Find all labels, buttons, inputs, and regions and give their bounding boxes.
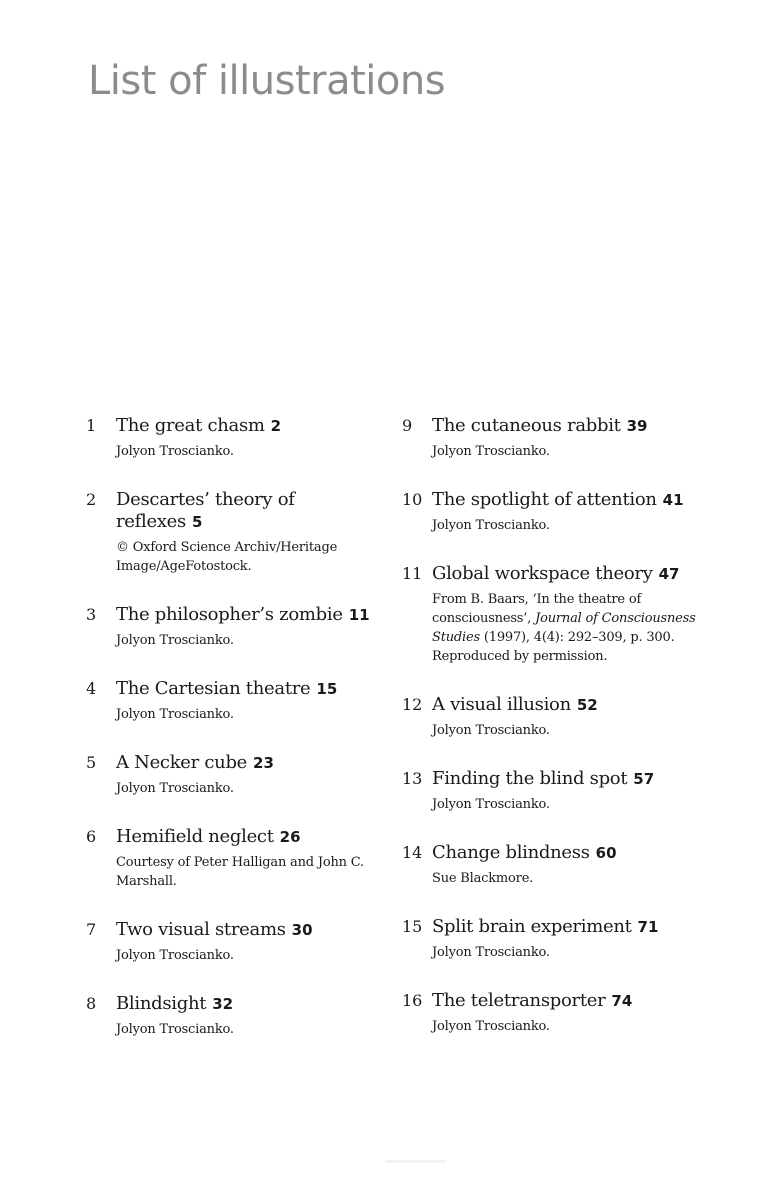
illustration-page-number: 2 — [270, 417, 282, 435]
illustration-title — [116, 826, 376, 848]
illustration-number: 6 — [86, 827, 97, 846]
illustration-page-number: 41 — [662, 491, 684, 509]
illustration-title-text: Hemifield neglect — [116, 826, 274, 847]
illustration-page-number: 26 — [279, 828, 301, 846]
illustration-entry-3 — [86, 604, 376, 650]
illustration-page-number: 32 — [212, 995, 234, 1013]
illustration-number: 1 — [86, 416, 97, 435]
illustration-page-number: 57 — [633, 770, 655, 788]
illustration-title-text: The philosopher’s zombie — [116, 604, 343, 625]
journal-title: Journal of Consciousness Studies — [432, 611, 696, 645]
illustration-page-number: 30 — [291, 921, 313, 939]
illustration-number: 11 — [402, 564, 423, 583]
illustrations-column-right — [402, 415, 702, 1064]
illustration-title-text: A Necker cube — [116, 752, 248, 773]
illustration-title — [116, 919, 376, 941]
illustration-title — [116, 678, 376, 700]
illustration-entry-14 — [402, 842, 702, 888]
illustration-title — [432, 694, 702, 716]
illustration-page-number: 60 — [595, 844, 617, 862]
illustration-title — [432, 990, 702, 1012]
illustration-credit: Jolyon Troscianko. — [432, 797, 550, 812]
illustration-number: 3 — [86, 605, 97, 624]
illustration-title-text: The great chasm — [116, 415, 265, 436]
illustration-title — [432, 842, 702, 864]
illustration-title-text: A visual illusion — [432, 694, 571, 715]
illustration-entry-4 — [86, 678, 376, 724]
illustration-title-text: Split brain experiment — [432, 916, 632, 937]
illustration-title-text: Two visual streams — [116, 919, 286, 940]
illustration-number: 9 — [402, 416, 413, 435]
illustration-entry-8 — [86, 993, 376, 1039]
illustration-title-text: The teletransporter — [432, 990, 606, 1011]
illustration-title-text: The cutaneous rabbit — [432, 415, 621, 436]
illustration-entry-2 — [86, 489, 376, 576]
footer-mark — [385, 1160, 445, 1163]
illustration-credit: Courtesy of Peter Halligan and John C. Marshall. — [116, 855, 364, 889]
illustration-number: 13 — [402, 769, 423, 788]
illustration-number: 5 — [86, 753, 97, 772]
illustration-title — [116, 993, 376, 1015]
illustration-number: 2 — [86, 490, 97, 509]
illustration-entry-1 — [86, 415, 376, 461]
illustration-page-number: 52 — [576, 696, 598, 714]
illustration-credit: Jolyon Troscianko. — [432, 1019, 550, 1034]
illustration-credit — [432, 590, 702, 666]
illustration-entry-9 — [402, 415, 702, 461]
page-title: List of illustrations — [88, 58, 446, 104]
illustration-title-text: Descartes’ theory of reflexes — [116, 489, 295, 532]
illustration-page-number: 23 — [253, 754, 274, 772]
illustration-title-text: The Cartesian theatre — [116, 678, 311, 699]
illustration-entry-15 — [402, 916, 702, 962]
illustration-title — [432, 916, 702, 938]
illustration-credit: Jolyon Troscianko. — [116, 948, 234, 963]
illustration-credit: Jolyon Troscianko. — [116, 1022, 234, 1037]
illustration-credit: Jolyon Troscianko. — [432, 723, 550, 738]
illustration-number: 12 — [402, 695, 423, 714]
illustration-credit: Jolyon Troscianko. — [432, 945, 550, 960]
illustration-title — [432, 768, 702, 790]
illustration-title — [116, 489, 376, 533]
credit-text-before-journal: From B. Baars, ‘In the theatre of consciousness’, — [432, 592, 642, 626]
illustrations-column-left — [86, 415, 376, 1067]
illustration-page-number: 5 — [191, 513, 203, 531]
illustration-number: 16 — [402, 991, 423, 1010]
illustration-entry-7 — [86, 919, 376, 965]
illustration-credit: Jolyon Troscianko. — [116, 444, 234, 459]
illustration-number: 8 — [86, 994, 97, 1013]
illustration-title-text: Blindsight — [116, 993, 207, 1014]
illustration-entry-13 — [402, 768, 702, 814]
illustration-entry-10 — [402, 489, 702, 535]
illustration-page-number: 39 — [626, 417, 648, 435]
illustration-page-number: 47 — [658, 565, 680, 583]
illustration-entry-6 — [86, 826, 376, 891]
illustration-entry-16 — [402, 990, 702, 1036]
illustration-credit: © Oxford Science Archiv/Heritage Image/AgeFotostock. — [116, 540, 338, 574]
illustration-number: 10 — [402, 490, 423, 509]
illustration-number: 7 — [86, 920, 97, 939]
illustration-title-text: Change blindness — [432, 842, 590, 863]
illustration-title — [432, 563, 702, 585]
illustration-page-number: 11 — [348, 606, 370, 624]
illustration-entry-5 — [86, 752, 376, 798]
illustration-page-number: 71 — [637, 918, 659, 936]
illustration-title — [116, 752, 376, 774]
illustration-page-number: 74 — [611, 992, 633, 1010]
credit-text-after-journal: (1997), 4(4): 292–309, p. 300. Reproduced by permission. — [432, 630, 675, 664]
illustration-title-text: Global workspace theory — [432, 563, 653, 584]
illustration-credit: Jolyon Troscianko. — [116, 707, 234, 722]
illustration-credit: Jolyon Troscianko. — [432, 444, 550, 459]
illustration-page-number: 15 — [316, 680, 338, 698]
illustration-entry-11 — [402, 563, 702, 666]
illustration-credit: Jolyon Troscianko. — [432, 518, 550, 533]
illustration-title — [116, 604, 376, 626]
illustration-credit: Sue Blackmore. — [432, 871, 534, 886]
illustration-title — [116, 415, 376, 437]
illustration-title — [432, 489, 702, 511]
illustration-title-text: The spotlight of attention — [432, 489, 657, 510]
illustration-title-text: Finding the blind spot — [432, 768, 628, 789]
illustration-credit: Jolyon Troscianko. — [116, 633, 234, 648]
illustration-credit: Jolyon Troscianko. — [116, 781, 234, 796]
illustration-number: 4 — [86, 679, 97, 698]
illustration-title — [432, 415, 702, 437]
illustration-entry-12 — [402, 694, 702, 740]
illustration-number: 15 — [402, 917, 423, 936]
illustration-number: 14 — [402, 843, 423, 862]
